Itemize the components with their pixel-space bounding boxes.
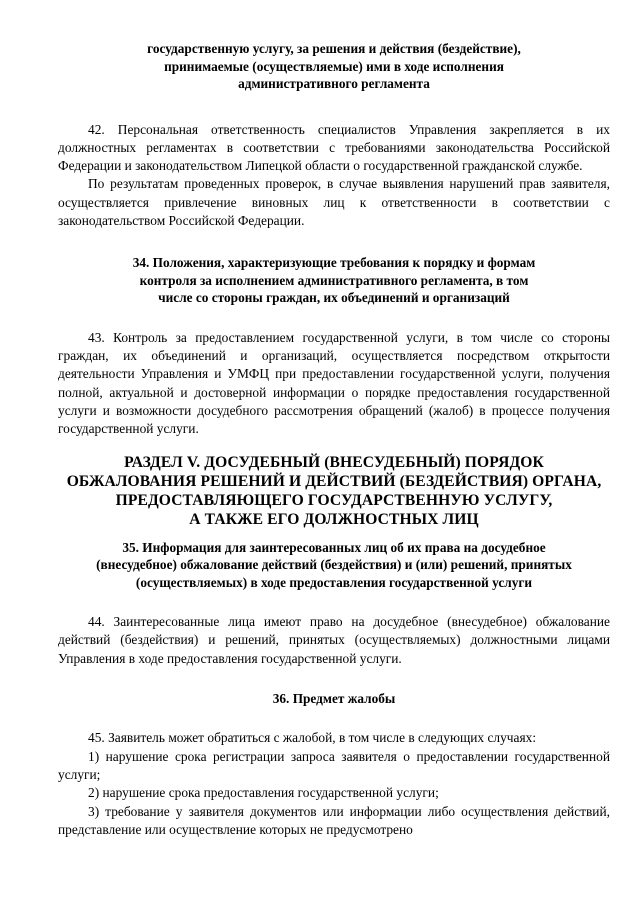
heading-line: принимаемые (осуществляемые) ими в ходе исполнения [164, 58, 504, 74]
paragraph-42-continued: По результатам проведенных проверок, в случае выявления нарушений прав заявителя, осуществляется привлечение виновных лиц к ответственности в соответствии с законодательством Российской Федерации. [58, 176, 610, 228]
heading-section-v [58, 453, 610, 529]
list-item-1: 1) нарушение срока регистрации запроса заявителя о предоставлении государственной услуги; [58, 748, 610, 783]
heading-line: ОБЖАЛОВАНИЯ РЕШЕНИЙ И ДЕЙСТВИЙ (БЕЗДЕЙСТВИЯ) ОРГАНА, [66, 472, 602, 490]
heading-line: А ТАКЖЕ ЕГО ДОЛЖНОСТНЫХ ЛИЦ [189, 510, 479, 528]
heading-line: РАЗДЕЛ V. ДОСУДЕБНЫЙ (ВНЕСУДЕБНЫЙ) ПОРЯДОК [124, 453, 544, 471]
heading-line: контроля за исполнением административного регламента, в том [139, 272, 529, 288]
paragraph-44: 44. Заинтересованные лица имеют право на досудебное (внесудебное) обжалование действий (бездействия) и решений, принятых (осуществляемых) должностными лицами Управления в ходе предоставления государственной услуги. [58, 614, 610, 666]
heading-line: числе со стороны граждан, их объединений и организаций [158, 290, 510, 306]
list-item-2: 2) нарушение срока предоставления государственной услуги; [88, 785, 439, 801]
heading-section-35 [58, 539, 610, 592]
heading-section-36 [58, 690, 610, 708]
paragraph-43: 43. Контроль за предоставлением государственной услуги, в том числе со стороны граждан, их объединений и организаций, осуществляется посредством открытости деятельности Управления и УМФЦ при предоставлении государственной услуги, получения полной, актуальной и достоверной информации о порядке предоставления государственной услуги и возможности досудебного рассмотрения обращений (жалоб) в процессе получения государственной услуги. [58, 329, 610, 437]
heading-liability [58, 40, 610, 93]
paragraph-45: 45. Заявитель может обратиться с жалобой, в том числе в следующих случаях: [88, 730, 537, 746]
heading-line: административного регламента [238, 76, 430, 91]
paragraph-42: 42. Персональная ответственность специалистов Управления закрепляется в их должностных регламентах в соответствии с требованиями законодательства Российской Федерации и законодательством Липецкой области о государственной гражданской службе. [58, 121, 610, 174]
heading-line: (внесудебное) обжалование действий (бездействия) и (или) решений, принятых [96, 557, 572, 573]
heading-line: 34. Положения, характеризующие требования к порядку и формам [132, 255, 536, 271]
heading-line: ПРЕДОСТАВЛЯЮЩЕГО ГОСУДАРСТВЕННУЮ УСЛУГУ, [115, 491, 553, 509]
list-item-3: 3) требование у заявителя документов или информации либо осуществления действий, представление или осуществление которых не предусмотрено [58, 803, 610, 837]
document-page [58, 40, 610, 839]
heading-section-34 [58, 254, 610, 307]
heading-line: государственную услугу, за решения и действия (бездействие), [147, 41, 521, 56]
heading-line: 35. Информация для заинтересованных лиц об их права на досудебное [122, 539, 546, 555]
heading-line: (осуществляемых) в ходе предоставления государственной услуги [135, 574, 533, 590]
heading-line: 36. Предмет жалобы [272, 690, 396, 706]
